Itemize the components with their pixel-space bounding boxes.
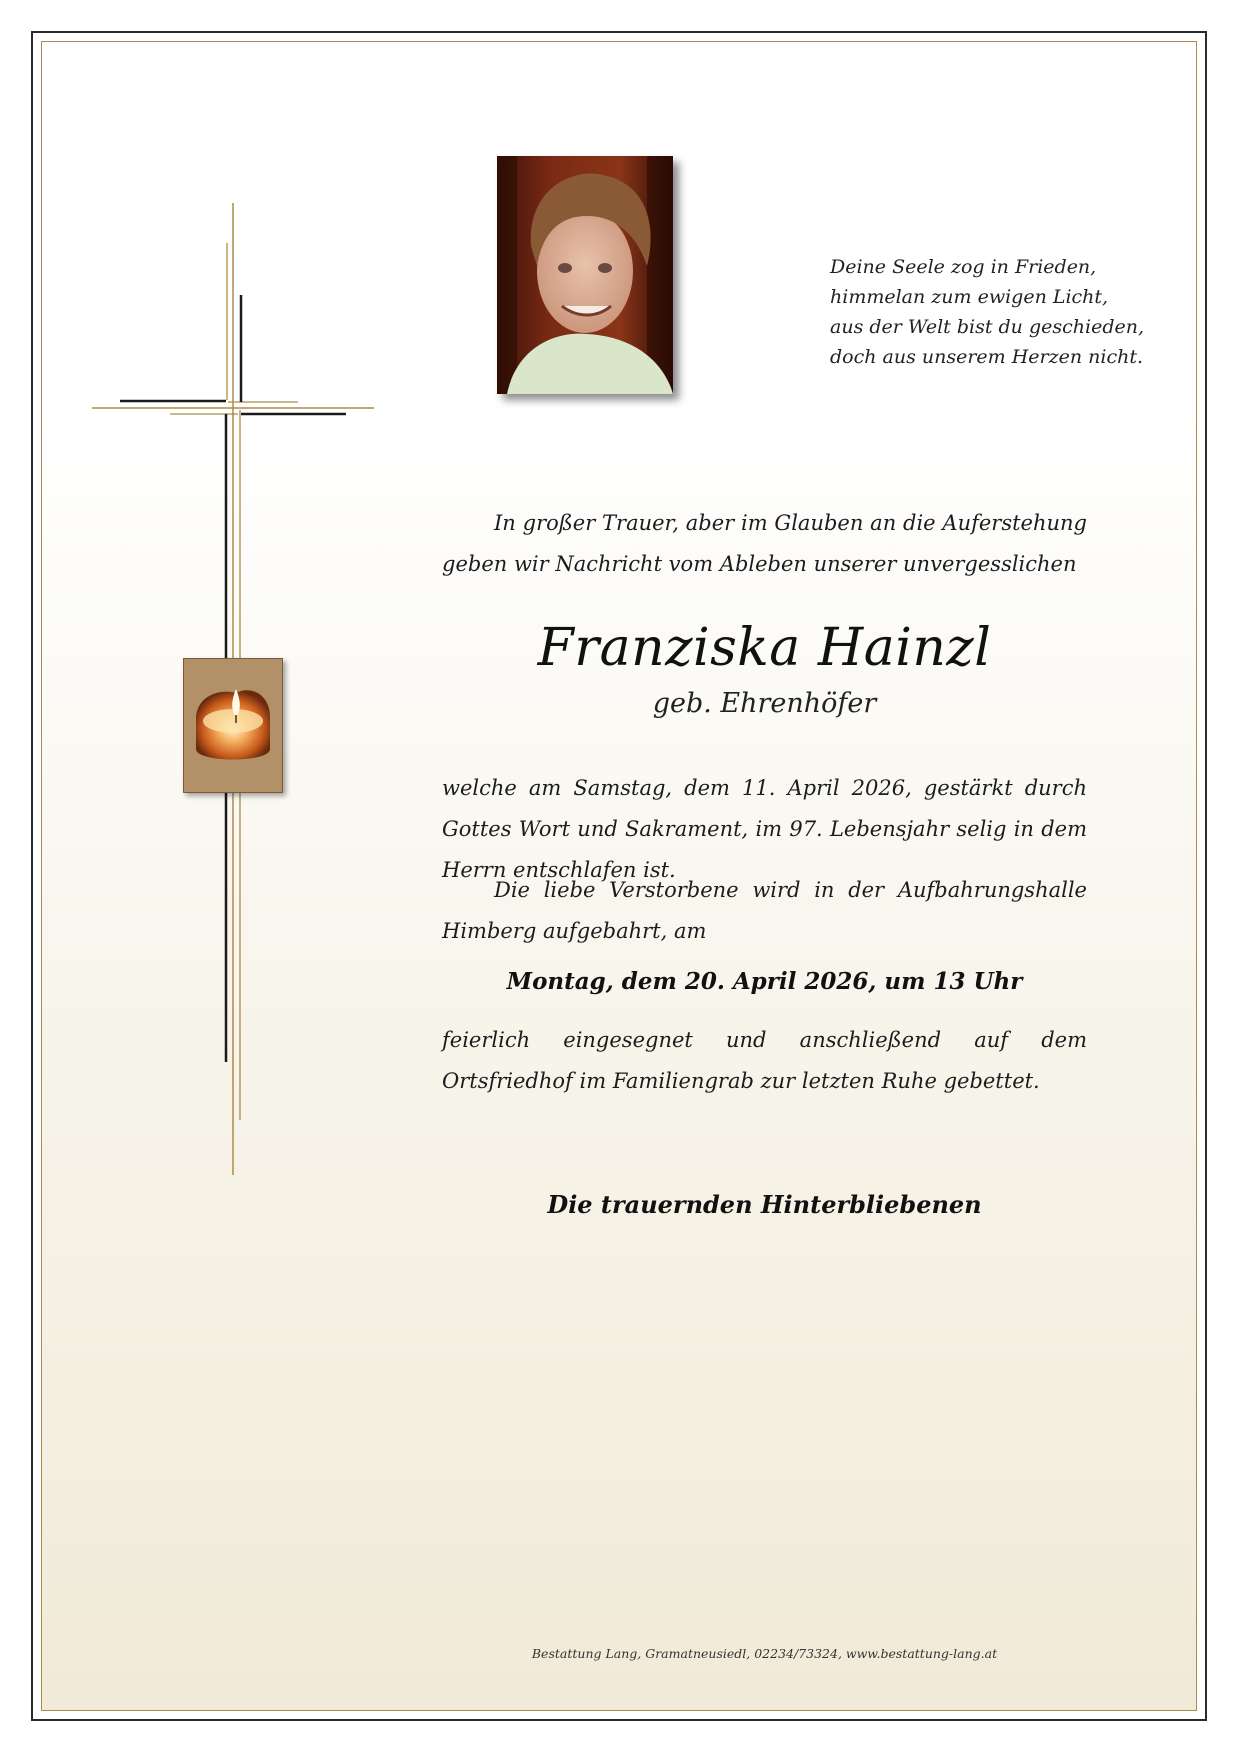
verse-line: himmelan zum ewigen Licht, [830,286,1109,308]
death-info-paragraph: welche am Samstag, dem 11. April 2026, gestärkt durch Gottes Wort und Sakrament, im 97. Lebensjahr selig in dem Herrn entschlafen ist. [442,776,1087,882]
deceased-name: Franziska Hainzl [537,618,992,678]
candle-image [183,658,283,793]
verse-line: doch aus unserem Herzen nicht. [830,346,1144,368]
maiden-name: geb. Ehrenhöfer [652,688,877,719]
memorial-verse [830,252,1145,372]
viewing-paragraph: Die liebe Verstorbene wird in der Aufbahrungshalle Himberg aufgebahrt, am [442,878,1087,943]
verse-line: aus der Welt bist du geschieden, [830,316,1145,338]
funeral-paragraph: feierlich eingesegnet und anschließend auf dem Ortsfriedhof im Familiengrab zur letzten Ruhe gebettet. [442,1028,1087,1093]
funeral-date: Montag, dem 20. April 2026, um 13 Uhr [506,968,1023,995]
portrait-photo [497,156,673,394]
verse-line: Deine Seele zog in Frieden, [830,256,1097,278]
closing-signature: Die trauernden Hinterbliebenen [547,1190,982,1219]
intro-paragraph: In großer Trauer, aber im Glauben an die Auferstehung geben wir Nachricht vom Ableben unserer unvergesslichen [442,511,1087,576]
footer-contact: Bestattung Lang, Gramatneusiedl, 02234/73324, www.bestattung-lang.at [531,1646,998,1661]
